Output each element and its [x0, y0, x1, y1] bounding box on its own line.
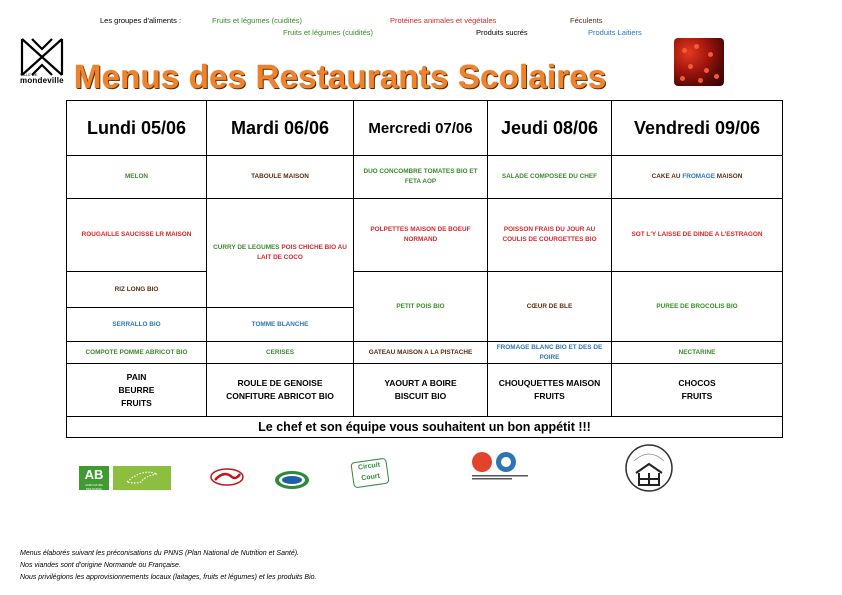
day-tuesday: Mardi 06/06	[207, 101, 354, 156]
goute-friday	[612, 364, 783, 417]
plat-tuesday-part1: CURRY DE LEGUMES	[213, 244, 282, 251]
plats-row	[67, 199, 783, 272]
plat-thursday: POISSON FRAIS DU JOUR AU COULIS DE COURGETTES BIO	[488, 199, 612, 272]
footer-row	[67, 417, 783, 438]
eu-leaf-icon	[113, 466, 171, 490]
goute-thursday	[488, 364, 612, 417]
dessert-wednesday: GATEAU MAISON A LA PISTACHE	[354, 342, 488, 364]
goute-monday	[67, 364, 207, 417]
fruits-ecoles-logo	[470, 450, 530, 480]
accomp-monday: RIZ LONG BIO	[67, 272, 207, 308]
goute-tuesday-line: ROULE DE GENOISE	[237, 378, 323, 388]
ab-logo-text: AB	[84, 467, 104, 482]
plat-tuesday	[207, 199, 354, 308]
note-viandes: Nos viandes sont d'origine Normande ou Française.	[20, 562, 181, 569]
entree-thursday: SALADE COMPOSEE DU CHEF	[488, 156, 612, 199]
plat-wednesday: POLPETTES MAISON DE BOEUF NORMAND	[354, 199, 488, 272]
entree-friday	[612, 156, 783, 199]
ab-logo	[79, 466, 109, 490]
legend-item-proteines: Protéines animales et végétales	[390, 16, 497, 25]
goute-thursday-line: CHOUQUETTES MAISON	[498, 378, 601, 388]
goute-monday-line: FRUITS	[121, 397, 152, 408]
entree-friday-part1: CAKE AU	[651, 173, 683, 180]
plat-tuesday-part2: POIS CHICHE BIO AU LAIT DE COCO	[257, 244, 347, 261]
eu-organic-logo	[113, 466, 171, 490]
entrees-row	[67, 156, 783, 199]
accomp-thursday: CŒUR DE BLE	[488, 272, 612, 342]
ab-logo-subtext: AGRICULTURE BIOLOGIQUE	[85, 484, 103, 491]
goute-tuesday-line: CONFITURE ABRICOT BIO	[226, 391, 334, 401]
legend-item-fruits-crus: Fruits et légumes (cuidités)	[212, 16, 303, 25]
dessert-thursday: FROMAGE BLANC BIO ET DES DE POIRE	[488, 342, 612, 364]
entree-friday-part2: FROMAGE	[682, 173, 715, 180]
dessert-monday: COMPOTE POMME ABRICOT BIO	[67, 342, 207, 364]
plat-friday: SOT L'Y LAISSE DE DINDE A L'ESTRAGON	[612, 199, 783, 272]
note-pnns: Menus élaborés suivant les préconisations du PNNS (Plan National de Nutrition et Santé).	[20, 550, 299, 557]
legend-item-laitiers: Produits Laitiers	[588, 28, 642, 37]
goute-tuesday	[207, 364, 354, 417]
circuit-court-logo: Circuit Court	[350, 458, 389, 489]
dessert-friday: NECTARINE	[612, 342, 783, 364]
food-photo	[674, 38, 724, 86]
day-thursday: Jeudi 08/06	[488, 101, 612, 156]
goute-wednesday	[354, 364, 488, 417]
legend-item-feculents: Féculents	[570, 16, 603, 25]
entree-wednesday: DUO CONCOMBRE TOMATES BIO ET FETA AOP	[354, 156, 488, 199]
menu-table	[66, 100, 783, 438]
bon-appetit-message: Le chef et son équipe vous souhaitent un bon appétit !!!	[67, 417, 783, 438]
entree-tuesday: TABOULE MAISON	[207, 156, 354, 199]
plat-fait-maison-logo	[624, 443, 674, 493]
day-monday: Lundi 05/06	[67, 101, 207, 156]
accomp-friday: PUREE DE BROCOLIS BIO	[612, 272, 783, 342]
goute-thursday-line: FRUITS	[534, 391, 565, 401]
legend-item-fruits-cuits: Fruits et légumes (cuidités)	[283, 28, 374, 37]
page-title: Menus des Restaurants Scolaires	[74, 58, 607, 95]
desserts-row	[67, 342, 783, 364]
legend-label: Les groupes d'aliments :	[100, 16, 182, 25]
accompagnements-row	[67, 272, 783, 308]
goutes-row	[67, 364, 783, 417]
goute-wednesday-line: BISCUIT BIO	[394, 391, 447, 401]
laitier-tuesday: TOMME BLANCHE	[207, 308, 354, 342]
accomp-wednesday: PETIT POIS BIO	[354, 272, 488, 342]
dessert-tuesday: CERISES	[207, 342, 354, 364]
laitier-monday: SERRALLO BIO	[67, 308, 207, 342]
goute-monday-line: PAIN	[126, 371, 147, 382]
day-friday: Vendredi 09/06	[612, 101, 783, 156]
goute-friday-line: CHOCOS	[678, 378, 716, 388]
entree-friday-part3: MAISON	[714, 173, 743, 180]
bleu-blanc-coeur-logo	[273, 468, 311, 492]
day-wednesday: Mercredi 07/06	[354, 101, 488, 156]
goute-monday-line: BEURRE	[118, 384, 155, 395]
label-rouge-logo	[210, 468, 244, 486]
city-small-text: VILLE DE	[20, 72, 38, 77]
entree-monday: MELON	[67, 156, 207, 199]
days-row	[67, 101, 783, 156]
city-name: mondeville	[20, 76, 64, 85]
goute-wednesday-line: YAOURT A BOIRE	[384, 378, 457, 388]
goute-friday-line: FRUITS	[681, 391, 713, 401]
plat-monday: ROUGAILLE SAUCISSE LR MAISON	[67, 199, 207, 272]
note-approvisionnements: Nous privilégions les approvisionnements locaux (laitages, fruits et légumes) et les produits Bio.	[20, 574, 317, 581]
legend-item-sucres: Produits sucrés	[476, 28, 528, 37]
